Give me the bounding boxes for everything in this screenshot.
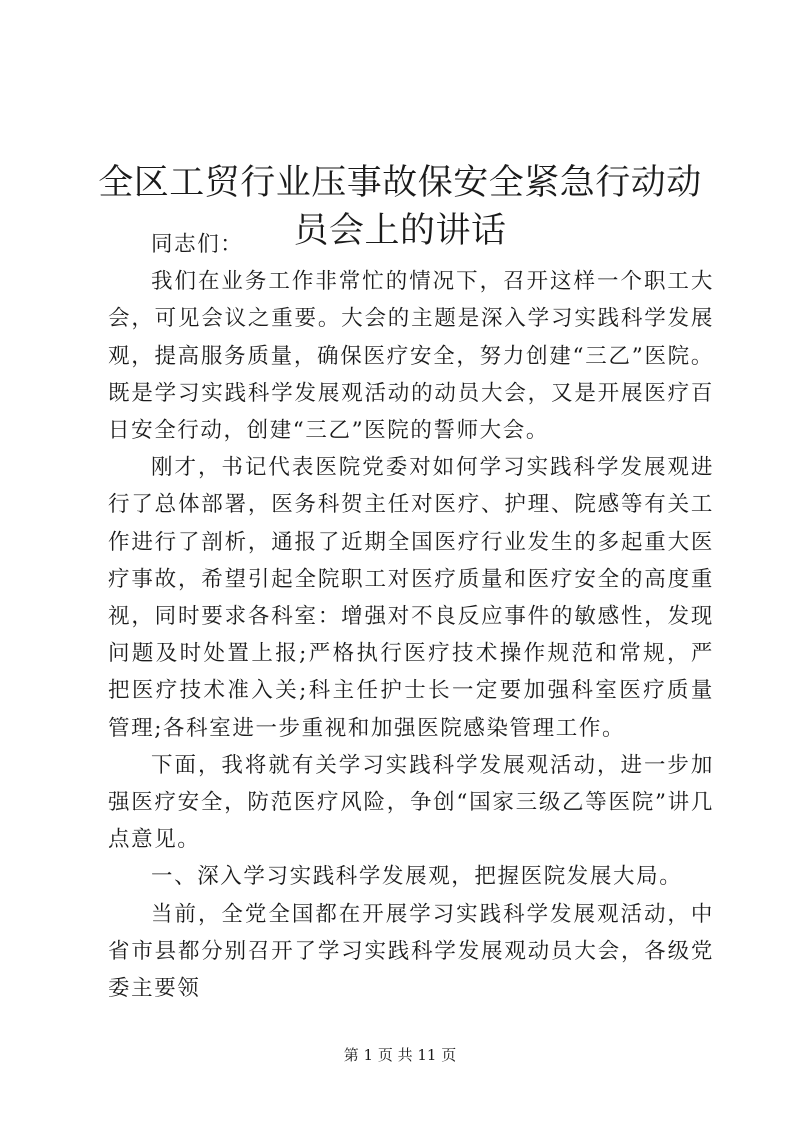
paragraph: 刚才，书记代表医院党委对如何学习实践科学发展观进行了总体部署，医务科贺主任对医疗、护理、院感等有关工作进行了剖析，通报了近期全国医疗行业发生的多起重大医疗事故，希望引起全院职工对医疗质量和医疗安全的高度重视，同时要求各科室：增强对不良反应事件的敏感性，发现问题及时处置上报;严格执行医疗技术操作规范和常规，严把医疗技术准入关;科主任护士长一定要加强科室医疗质量管理;各科室进一步重视和加强医院感染管理工作。 bbox=[108, 455, 714, 741]
paragraph: 下面，我将就有关学习实践科学发展观活动，进一步加强医疗安全，防范医疗风险，争创“国家三级乙等医院”讲几点意见。 bbox=[108, 752, 714, 853]
paragraph: 我们在业务工作非常忙的情况下，召开这样一个职工大会，可见会议之重要。大会的主题是深入学习实践科学发展观，提高服务质量，确保医疗安全，努力创建“三乙”医院。既是学习实践科学发展观活动的动员大会，又是开展医疗百日安全行动，创建“三乙”医院的誓师大会。 bbox=[108, 269, 714, 444]
document-body bbox=[108, 226, 714, 1007]
page-number-footer: 第 1 页 共 11 页 bbox=[343, 1046, 457, 1064]
document-title: 全区工贸行业压事故保安全紧急行动动员会上的讲话 bbox=[98, 163, 702, 252]
section-heading: 一、深入学习实践科学发展观，把握医院发展大局。 bbox=[151, 864, 683, 890]
greeting: 同志们： bbox=[151, 232, 244, 257]
paragraph: 当前，全党全国都在开展学习实践科学发展观活动，中省市县都分别召开了学习实践科学发展观动员大会，各级党委主要领 bbox=[108, 901, 714, 1002]
